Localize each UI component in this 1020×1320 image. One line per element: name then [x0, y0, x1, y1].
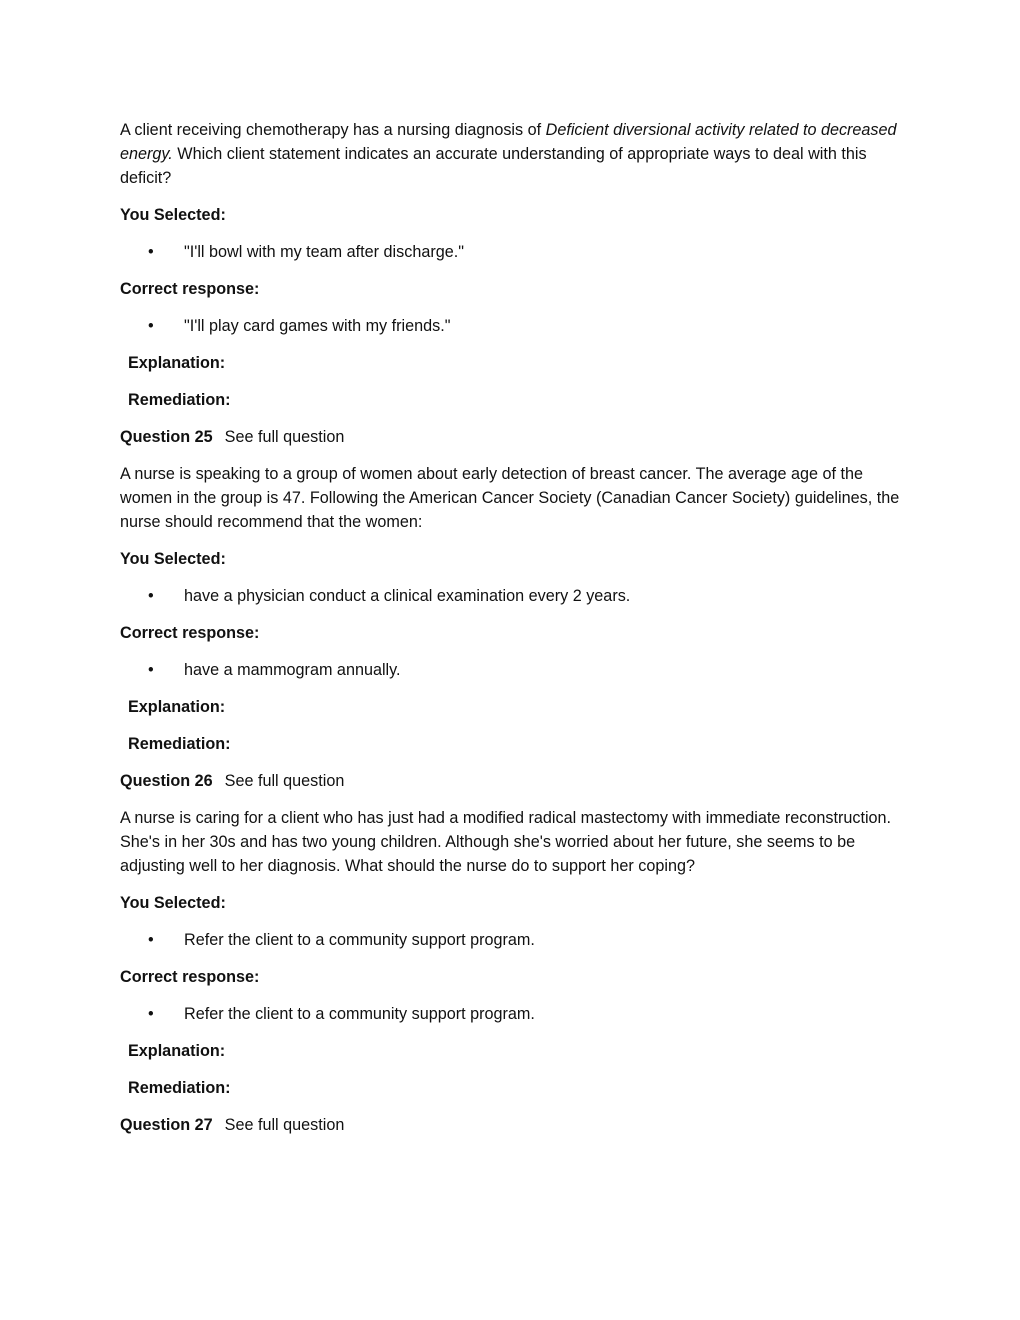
correct-response-label: Correct response:	[120, 624, 260, 642]
explanation-label: Explanation:	[128, 1042, 226, 1060]
see-full-question-link[interactable]: See full question	[224, 1116, 345, 1134]
bullet-icon: •	[148, 317, 154, 335]
see-full-question-link[interactable]: See full question	[224, 772, 345, 790]
bullet-icon: •	[148, 1005, 154, 1023]
remediation-label: Remediation:	[128, 391, 231, 409]
nursing-diagnosis-italic: Deficient diversional activity related to decreased energy.	[120, 121, 897, 163]
question-number: Question 25	[120, 428, 213, 446]
bullet-icon: •	[148, 243, 154, 261]
you-selected-answer: • Refer the client to a community support program.	[120, 928, 900, 952]
question-text: A nurse is speaking to a group of women about early detection of breast cancer. The average age of the women in the group is 47. Following the American Cancer Society (Canadian Cancer Society) guidelines, the nurse should recommend that the women:	[120, 465, 900, 531]
question-header	[120, 1113, 900, 1137]
correct-response-label: Correct response:	[120, 968, 260, 986]
question-text: A nurse is caring for a client who has just had a modified radical mastectomy with immediate reconstruction. She's in her 30s and has two young children. Although she's worried about her future, she seems to be adjusting well to her diagnosis. What should the nurse do to support her coping?	[120, 809, 892, 875]
you-selected-answer: • "I'll bowl with my team after discharge."	[120, 240, 900, 264]
you-selected-label: You Selected:	[120, 894, 226, 912]
document-page	[120, 118, 900, 1150]
question-header	[120, 425, 900, 449]
you-selected-label: You Selected:	[120, 206, 226, 224]
correct-response-answer: • have a mammogram annually.	[120, 658, 900, 682]
you-selected-answer: • have a physician conduct a clinical examination every 2 years.	[120, 584, 900, 608]
remediation-label: Remediation:	[128, 1079, 231, 1097]
bullet-icon: •	[148, 661, 154, 679]
explanation-label: Explanation:	[128, 354, 226, 372]
question-number: Question 27	[120, 1116, 213, 1134]
question-header	[120, 769, 900, 793]
bullet-icon: •	[148, 587, 154, 605]
correct-response-answer: • Refer the client to a community support program.	[120, 1002, 900, 1026]
bullet-icon: •	[148, 931, 154, 949]
question-number: Question 26	[120, 772, 213, 790]
correct-response-label: Correct response:	[120, 280, 260, 298]
remediation-label: Remediation:	[128, 735, 231, 753]
correct-response-answer: • "I'll play card games with my friends."	[120, 314, 900, 338]
see-full-question-link[interactable]: See full question	[224, 428, 345, 446]
explanation-label: Explanation:	[128, 698, 226, 716]
question-text: A client receiving chemotherapy has a nursing diagnosis of Deficient diversional activity related to decreased energy. Which client statement indicates an accurate understanding of appropriate ways to deal with this deficit?	[120, 121, 897, 187]
you-selected-label: You Selected:	[120, 550, 226, 568]
